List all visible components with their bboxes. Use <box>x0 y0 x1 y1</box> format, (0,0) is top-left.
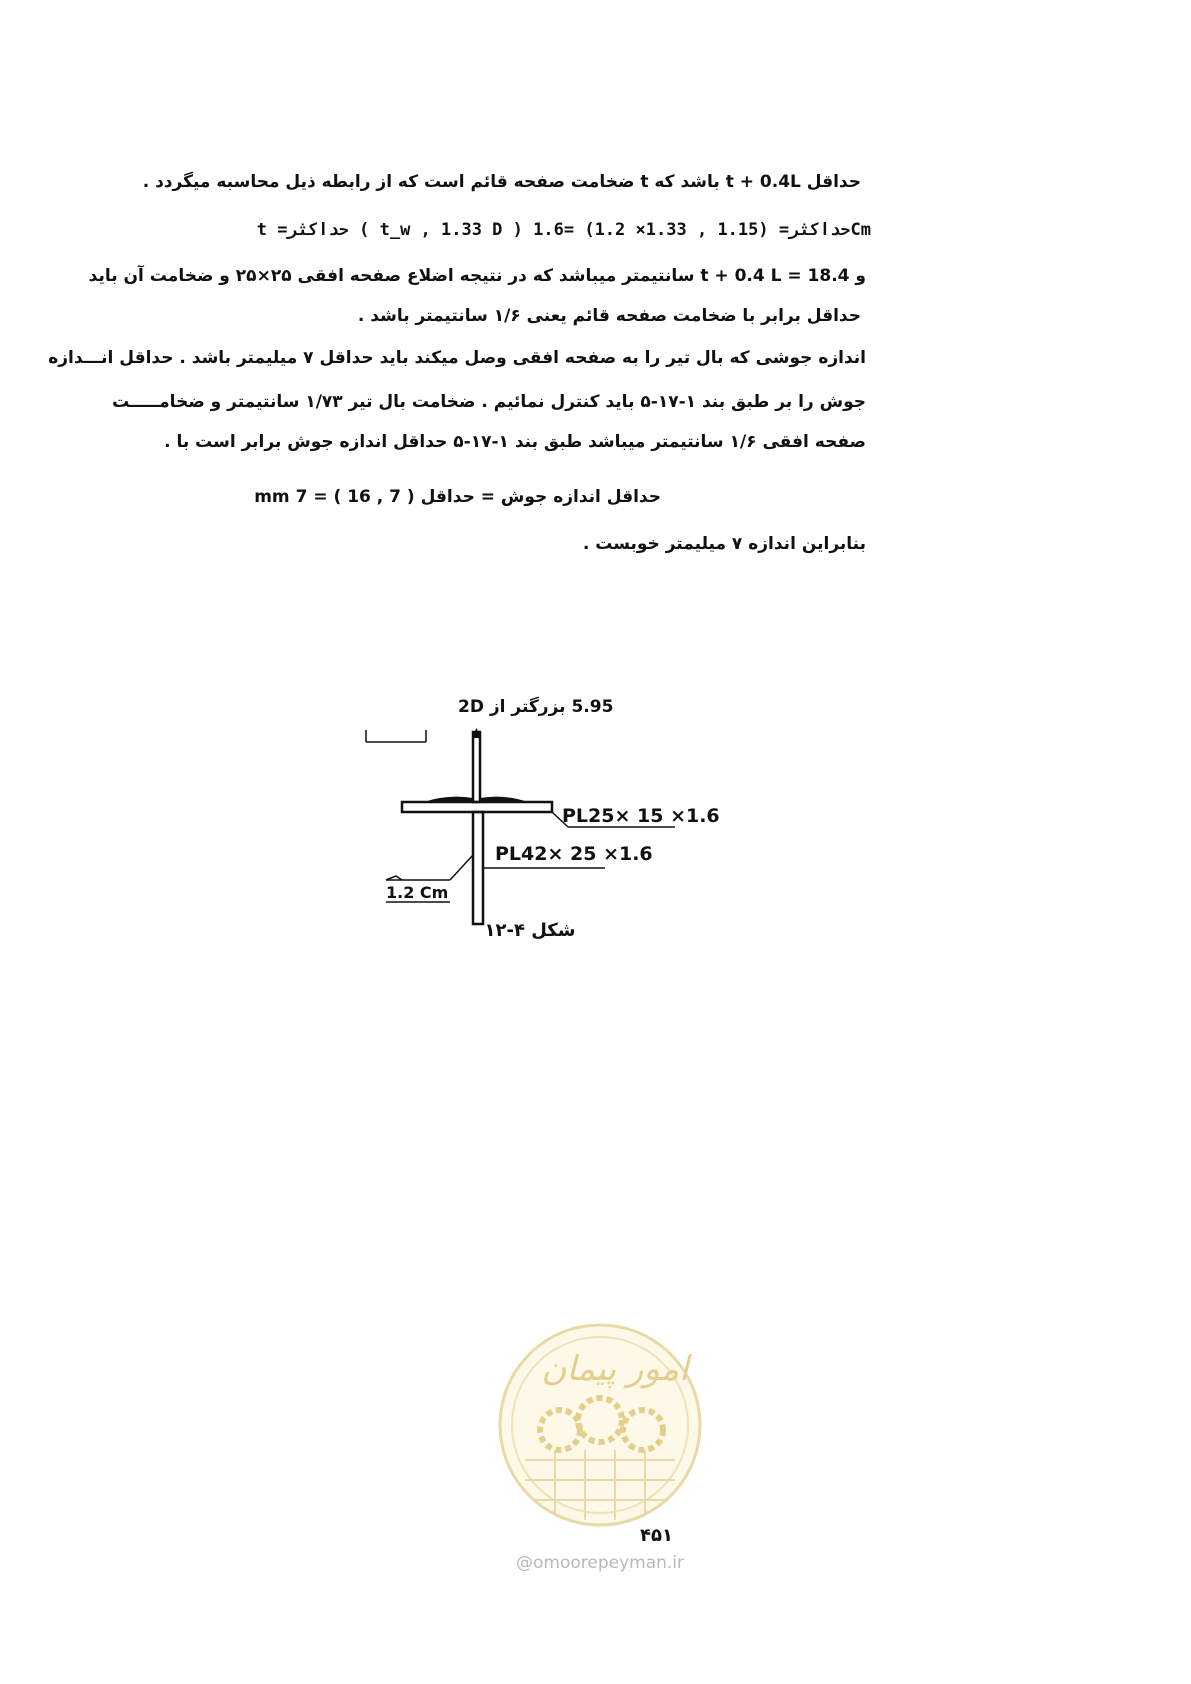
weld-right <box>480 797 528 802</box>
formula-line-8: حداقل اندازه جوش = حداقل ( 7 , 16 ) = 7 mm <box>254 487 661 507</box>
figure-caption: شکل ۴-۱۲ <box>484 920 576 941</box>
paragraph-line-5: اندازه جوشی که بال تیر را به صفحه افقی وصل میکند باید حداقل ۷ میلیمتر باشد . حداقل انـــدازه <box>48 348 866 368</box>
paragraph-line-9: بنابراین اندازه ۷ میلیمتر خوبست . <box>582 534 866 554</box>
watermark-logo <box>485 1310 715 1540</box>
watermark-logo-text: امور پیمان <box>541 1349 689 1389</box>
horizontal-plate-shape <box>402 802 552 812</box>
weld-left <box>424 797 473 802</box>
paragraph-line-1: حداقل t + 0.4L باشد که t ضخامت صفحه قائم است که از رابطه ذیل محاسبه میگردد . <box>142 172 861 192</box>
label-vertical-plate: PL42× 25 ×1.6 <box>495 843 653 865</box>
vertical-plate-shape <box>473 732 480 802</box>
label-horizontal-plate: PL25× 15 ×1.6 <box>562 805 720 827</box>
label-thickness: 1.2 Cm <box>386 883 449 902</box>
paragraph-line-7: صفحه افقی ۱/۶ سانتیمتر میباشد طبق بند ۱-۱۷-۵ حداقل اندازه جوش برابر است با . <box>164 432 866 452</box>
paragraph-line-4: حداقل برابر با ضخامت صفحه قائم یعنی ۱/۶ سانتیمتر باشد . <box>357 306 861 326</box>
watermark-site: @omoorepeyman.ir <box>515 1553 685 1573</box>
paragraph-line-3: و 18.4 = t + 0.4 L سانتیمتر میباشد که در نتیجه اضلاع صفحه افقی ۲۵×۲۵ و ضخامت آن باید <box>88 266 866 286</box>
paragraph-line-6: جوش را بر طبق بند ۱-۱۷-۵ باید کنترل نمائیم . ضخامت بال تیر ۱/۷۳ سانتیمتر و ضخامـــــت <box>112 392 866 412</box>
column-shape <box>473 812 483 924</box>
page-number: ۴۵۱ <box>640 1525 673 1546</box>
formula-line-2: t =حداکثر ( t_w , 1.33 D ) حداکثر= (1.15 , 1.33× 1.2) =1.6Cm <box>256 220 871 240</box>
label-2d: 5.95 بزرگتر از 2D <box>458 697 614 717</box>
base-plate-diagram <box>330 697 770 950</box>
